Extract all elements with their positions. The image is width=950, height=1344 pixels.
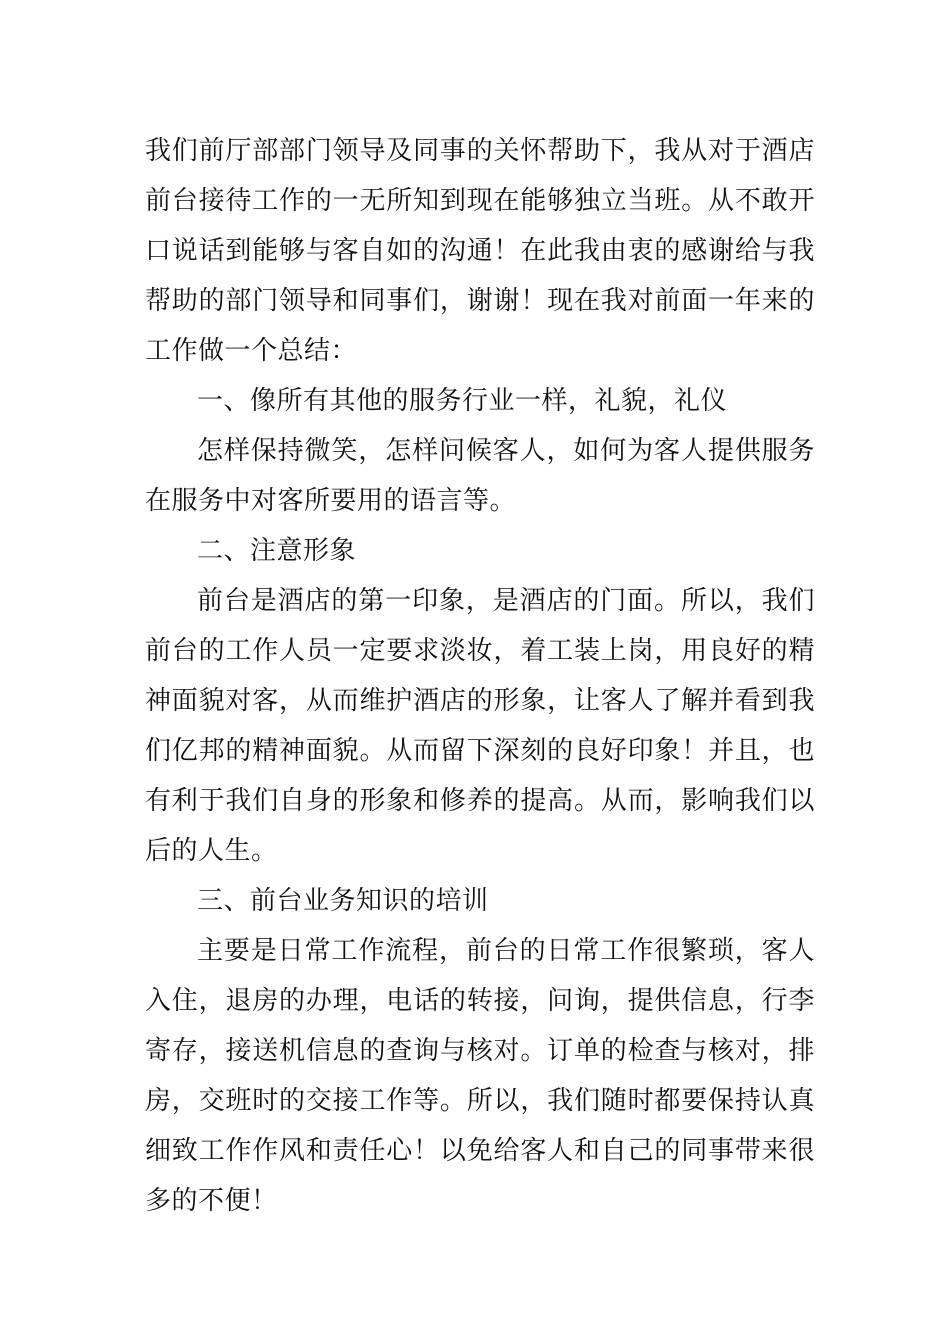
paragraph-etiquette: 怎样保持微笑，怎样问候客人，如何为客人提供服务在服务中对客所要用的语言等。 bbox=[145, 436, 815, 516]
section-heading-1: 一、像所有其他的服务行业一样，礼貌，礼仪 bbox=[197, 386, 728, 416]
paragraph-intro: 我们前厅部部门领导及同事的关怀帮助下，我从对于酒店前台接待工作的一无所知到现在能够独立当班。从不敢开口说话到能够与客自如的沟通！在此我由衷的感谢给与我帮助的部门领导和同事们，谢谢！现在我对前面一年来的工作做一个总结： bbox=[145, 136, 815, 366]
section-heading-2: 二、注意形象 bbox=[197, 536, 357, 566]
document-body bbox=[145, 126, 815, 1226]
section-heading-3: 三、前台业务知识的培训 bbox=[197, 886, 489, 916]
paragraph-training: 主要是日常工作流程，前台的日常工作很繁琐，客人入住，退房的办理，电话的转接，问询，提供信息，行李寄存，接送机信息的查询与核对。订单的检查与核对，排房，交班时的交接工作等。所以，我们随时都要保持认真细致工作作风和责任心！以免给客人和自己的同事带来很多的不便！ bbox=[145, 936, 815, 1216]
paragraph-image: 前台是酒店的第一印象，是酒店的门面。所以，我们前台的工作人员一定要求淡妆，着工装上岗，用良好的精神面貌对客，从而维护酒店的形象，让客人了解并看到我们亿邦的精神面貌。从而留下深刻的良好印象！并且，也有利于我们自身的形象和修养的提高。从而，影响我们以后的人生。 bbox=[145, 586, 815, 866]
